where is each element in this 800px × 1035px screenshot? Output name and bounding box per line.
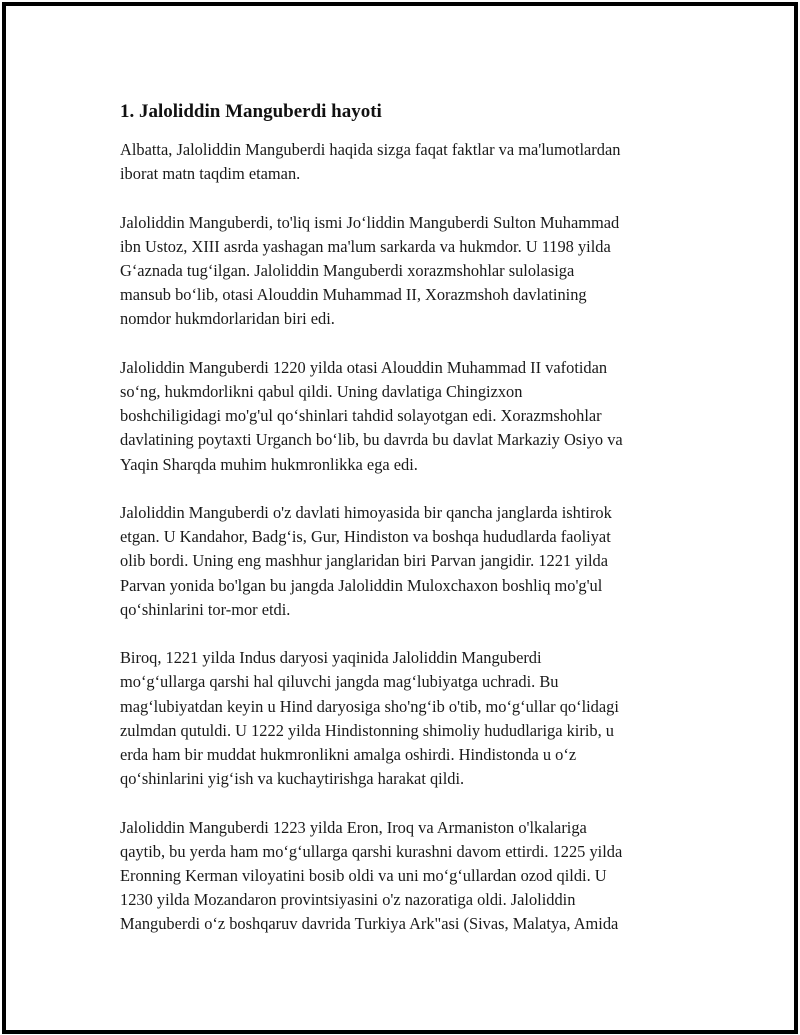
page-frame	[2, 2, 798, 1034]
text-line: qo‘shinlarini yig‘ish va kuchaytirishga harakat qildi.	[120, 769, 465, 789]
text-line: olib bordi. Uning eng mashhur janglaridan biri Parvan jangidir. 1221 yilda	[120, 551, 608, 571]
text-line: 1230 yilda Mozandaron provintsiyasini o'z nazoratiga oldi. Jaloliddin	[120, 890, 576, 910]
text-line: zulmdan qutuldi. U 1222 yilda Hindistonning shimoliy hududlariga kirib, u	[120, 720, 614, 740]
text-line: mag‘lubiyatdan keyin u Hind daryosiga sho'ng‘ib o'tib, mo‘g‘ullar qo‘lidagi	[120, 696, 619, 716]
text-line: Yaqin Sharqda muhim hukmronlikka ega edi.	[120, 454, 418, 474]
section-heading: 1. Jaloliddin Manguberdi hayoti	[120, 101, 382, 122]
text-line: Biroq, 1221 yilda Indus daryosi yaqinida Jaloliddin Manguberdi	[120, 648, 542, 668]
paragraph	[120, 816, 694, 937]
text-line: ibn Ustoz, XIII asrda yashagan ma'lum sarkarda va hukmdor. U 1198 yilda	[120, 236, 611, 256]
text-line: qo‘shinlarini tor-mor etdi.	[120, 599, 291, 619]
text-line: mansub bo‘lib, otasi Alouddin Muhammad II, Xorazmshoh davlatining	[120, 285, 587, 305]
text-line: etgan. U Kandahor, Badg‘is, Gur, Hindiston va boshqa hududlarda faoliyat	[120, 527, 611, 547]
text-line: boshchiligidagi mo'g'ul qo‘shinlari tahdid solayotgan edi. Xorazmshohlar	[120, 406, 602, 426]
paragraph	[120, 356, 694, 477]
text-line: mo‘g‘ullarga qarshi hal qiluvchi jangda mag‘lubiyatga uchradi. Bu	[120, 672, 559, 692]
text-line: iborat matn taqdim etaman.	[120, 164, 301, 184]
paragraph	[120, 138, 694, 186]
text-line: Parvan yonida bo'lgan bu jangda Jaloliddin Muloxchaxon boshliq mo'g'ul	[120, 575, 603, 595]
text-line: G‘aznada tug‘ilgan. Jaloliddin Manguberdi xorazmshohlar sulolasiga	[120, 261, 575, 280]
text-line: Jaloliddin Manguberdi, to'liq ismi Jo‘liddin Manguberdi Sulton Muhammad	[120, 212, 620, 232]
paragraph-list	[120, 138, 694, 937]
paragraph	[120, 211, 694, 332]
paragraph	[120, 501, 694, 622]
text-line: Jaloliddin Manguberdi 1223 yilda Eron, Iroq va Armaniston o'lkalariga	[120, 817, 587, 837]
text-line: Manguberdi o‘z boshqaruv davrida Turkiya Ark"asi (Sivas, Malatya, Amida	[120, 914, 619, 934]
text-line: Jaloliddin Manguberdi o'z davlati himoyasida bir qancha janglarda ishtirok	[120, 503, 612, 522]
text-line: erda ham bir muddat hukmronlikni amalga oshirdi. Hindistonda u o‘z	[120, 745, 577, 765]
text-line: davlatining poytaxti Urganch bo‘lib, bu davrda bu davlat Markaziy Osiyo va	[120, 430, 623, 450]
text-line: nomdor hukmdorlaridan biri edi.	[120, 309, 335, 329]
text-line: Eronning Kerman viloyatini bosib oldi va uni mo‘g‘ullardan ozod qildi. U	[120, 866, 607, 886]
text-line: Jaloliddin Manguberdi 1220 yilda otasi Alouddin Muhammad II vafotidan	[120, 357, 608, 377]
text-line: qaytib, bu yerda ham mo‘g‘ullarga qarshi kurashni davom ettirdi. 1225 yilda	[120, 841, 623, 861]
paragraph	[120, 646, 694, 791]
text-line: so‘ng, hukmdorlikni qabul qildi. Uning davlatiga Chingizxon	[120, 382, 523, 401]
text-line: Albatta, Jaloliddin Manguberdi haqida sizga faqat faktlar va ma'lumotlardan	[120, 140, 621, 159]
document-body	[120, 98, 694, 961]
